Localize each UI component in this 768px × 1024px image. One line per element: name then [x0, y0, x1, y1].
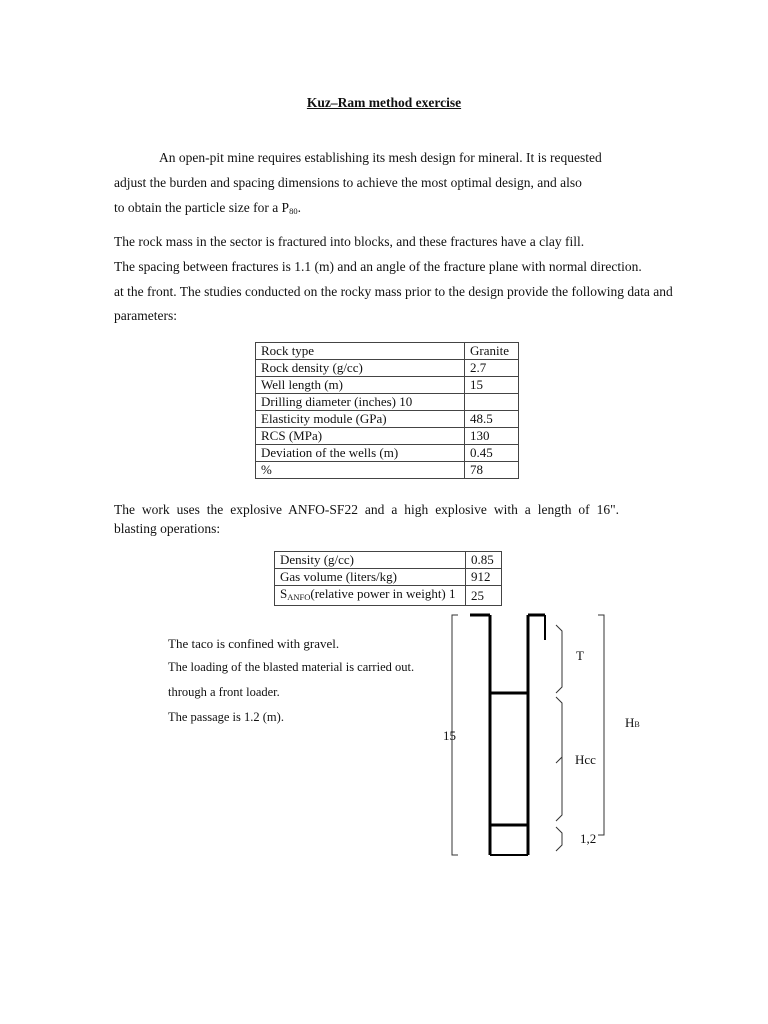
- table-row: [275, 586, 502, 606]
- subdrill-label: 1,2: [580, 831, 597, 846]
- subdrill-brace: [556, 827, 562, 851]
- table-row: [256, 462, 519, 479]
- rock-param-label: %: [256, 462, 465, 479]
- rock-param-label: Deviation of the wells (m): [256, 445, 465, 462]
- table-row: [256, 360, 519, 377]
- rock-param-value: 48.5: [465, 411, 519, 428]
- table-row: [256, 445, 519, 462]
- rock-param-label: Well length (m): [256, 377, 465, 394]
- blasthole-drawing: [440, 605, 660, 865]
- list-item-text: The loading of the blasted material is carried out.: [168, 660, 415, 674]
- anfo-subscript: ANFO: [287, 592, 311, 602]
- explosive-param-value: 0.85: [466, 552, 502, 569]
- intro-line-3-end: .: [297, 199, 301, 215]
- page-title: Kuz–Ram method exercise: [306, 95, 462, 110]
- table-row: [275, 552, 502, 569]
- rock-line-3: at the front. The studies conducted on the rocky mass prior to the design provide the following data and: [114, 283, 673, 299]
- explosive-line-1: The work uses the explosive ANFO-SF22 and a high explosive with a length of 16".: [114, 502, 619, 517]
- explosive-paragraph: [114, 500, 619, 538]
- intro-paragraph: [114, 146, 694, 223]
- intro-line-2: adjust the burden and spacing dimensions to achieve the most optimal design, and also: [114, 174, 582, 190]
- explosive-param-value: 25: [466, 586, 502, 606]
- rock-param-label: Rock density (g/cc): [256, 360, 465, 377]
- rock-param-value: 78: [465, 462, 519, 479]
- blasthole-diagram: [440, 605, 660, 870]
- bench-height-subscript: B: [634, 720, 640, 729]
- rock-param-value: 0.45: [465, 445, 519, 462]
- table-row: [256, 343, 519, 360]
- table-row: [256, 377, 519, 394]
- intro-line-3: [114, 196, 694, 224]
- bench-height-symbol: H: [625, 715, 635, 730]
- rock-line-1: The rock mass in the sector is fractured into blocks, and these fractures have a clay fill.: [114, 234, 585, 249]
- sanfo-description: (relative power in weight) 1: [310, 586, 456, 601]
- rock-param-label: Elasticity module (GPa): [256, 411, 465, 428]
- explosive-param-label: [275, 586, 466, 606]
- intro-line-3-text: to obtain the particle size for a P: [114, 199, 290, 215]
- list-item-text: The passage is 1.2 (m).: [168, 710, 284, 724]
- table-row: [275, 569, 502, 586]
- explosive-param-label: Gas volume (liters/kg): [275, 569, 466, 586]
- explosive-param-value: 912: [466, 569, 502, 586]
- sanfo-symbol: S: [280, 586, 288, 601]
- charge-brace: [556, 697, 562, 821]
- rock-paragraph: [114, 230, 694, 329]
- charge-height-label: Hcc: [575, 752, 596, 767]
- intro-line-1: An open-pit mine requires establishing its mesh design for mineral. It is requested: [159, 150, 602, 165]
- rock-param-value: 15: [465, 377, 519, 394]
- list-item-text: through a front loader.: [168, 685, 280, 699]
- rock-param-label: RCS (MPa): [256, 428, 465, 445]
- rock-param-value: 130: [465, 428, 519, 445]
- rock-param-label: Rock type: [256, 343, 465, 360]
- bench-height-brace: [598, 615, 604, 835]
- total-length-label: 15: [443, 728, 456, 743]
- rock-parameters-table: [255, 342, 519, 479]
- rock-line-2: The spacing between fractures is 1.1 (m) and an angle of the fracture plane with normal direction.: [114, 258, 642, 274]
- table-row: [256, 411, 519, 428]
- list-item-text: The taco is confined with gravel.: [168, 636, 340, 651]
- rock-param-value: Granite: [465, 343, 519, 360]
- stemming-label: T: [576, 648, 584, 663]
- rock-param-value: 2.7: [465, 360, 519, 377]
- p80-subscript: 80: [289, 205, 298, 216]
- explosive-line-2: blasting operations:: [114, 521, 221, 536]
- rock-param-label: Drilling diameter (inches) 10: [256, 394, 465, 411]
- stemming-brace: [556, 625, 562, 693]
- rock-line-4: parameters:: [114, 308, 177, 324]
- explosive-param-label: Density (g/cc): [275, 552, 466, 569]
- rock-param-value: [465, 394, 519, 411]
- explosive-properties-table: [274, 551, 502, 606]
- table-row: [256, 428, 519, 445]
- bench-height-label: [625, 715, 640, 731]
- table-row: [256, 394, 519, 411]
